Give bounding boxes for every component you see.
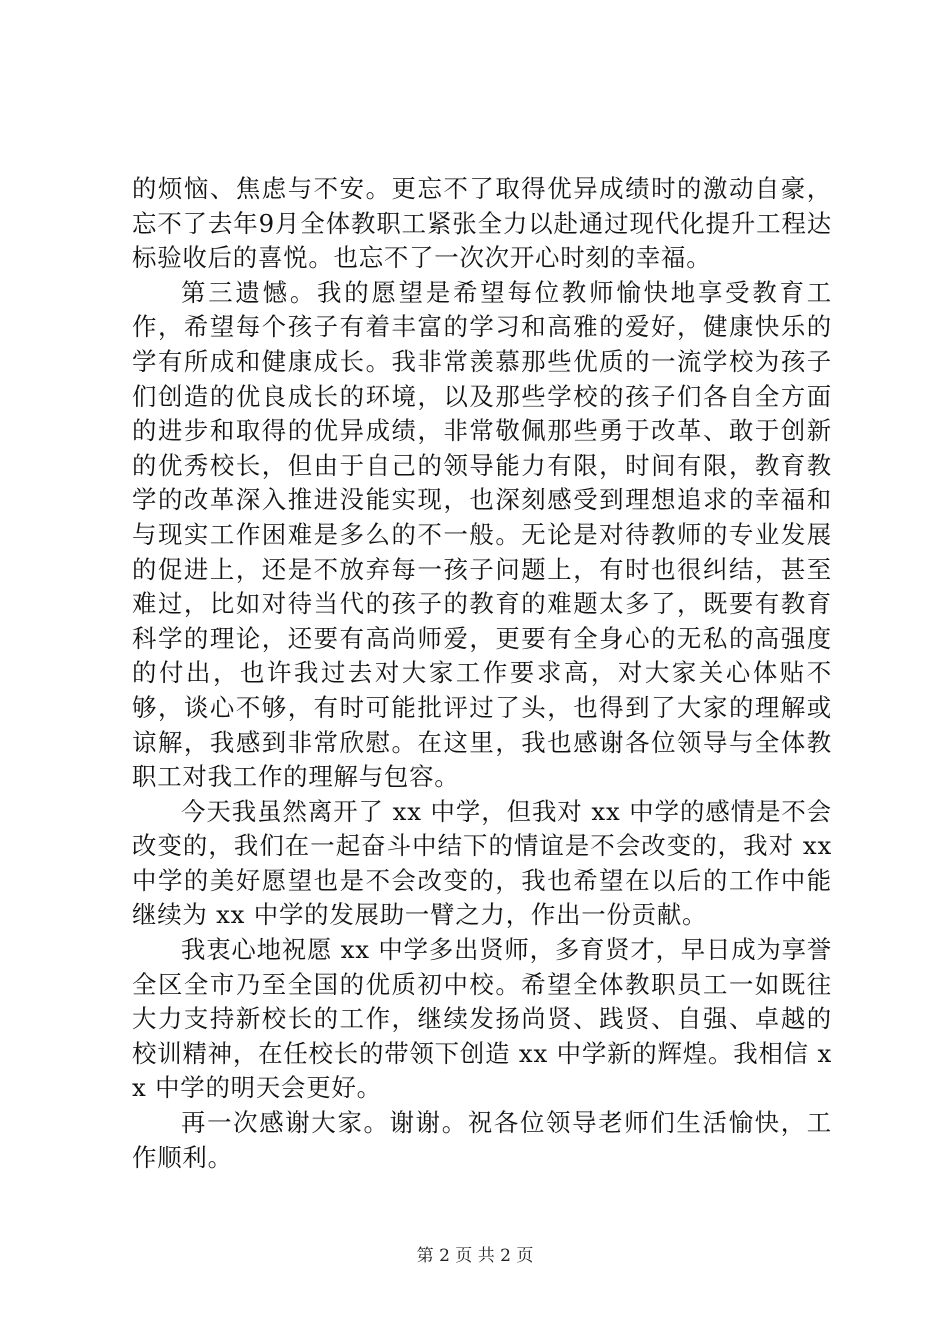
paragraph-thanks: 再一次感谢大家。谢谢。祝各位领导老师们生活愉快，工作顺利。 xyxy=(132,1108,832,1172)
document-body xyxy=(132,172,832,1175)
paragraph-farewell: 今天我虽然离开了 xx 中学，但我对 xx 中学的感情是不会改变的，我们在一起奋斗中结下的情谊是不会改变的，我对 xx 中学的美好愿望也是不会改变的，我也希望在以后的工作中能继续为 xx 中学的发展助一臂之力，作出一份贡献。 xyxy=(132,796,832,930)
paragraph-wishes: 我衷心地祝愿 xx 中学多出贤师，多育贤才，早日成为享誉全区全市乃至全国的优质初中校。希望全体教职员工一如既往大力支持新校长的工作，继续发扬尚贤、践贤、自强、卓越的校训精神，在任校长的带领下创造 xx 中学新的辉煌。我相信 xx 中学的明天会更好。 xyxy=(132,935,832,1103)
paragraph-third-regret: 第三遗憾。我的愿望是希望每位教师愉快地享受教育工作，希望每个孩子有着丰富的学习和高雅的爱好，健康快乐的学有所成和健康成长。我非常羡慕那些优质的一流学校为孩子们创造的优良成长的环境，以及那些学校的孩子们各自全方面的进步和取得的优异成绩，非常敬佩那些勇于改革、敢于创新的优秀校长，但由于自己的领导能力有限，时间有限，教育教学的改革深入推进没能实现，也深刻感受到理想追求的幸福和与现实工作困难是多么的不一般。无论是对待教师的专业发展的促进上，还是不放弃每一孩子问题上，有时也很纠结，甚至难过，比如对待当代的孩子的教育的难题太多了，既要有教育科学的理论，还要有高尚师爱，更要有全身心的无私的高强度的付出，也许我过去对大家工作要求高，对大家关心体贴不够，谈心不够，有时可能批评过了头，也得到了大家的理解或谅解，我感到非常欣慰。在这里，我也感谢各位领导与全体教职工对我工作的理解与包容。 xyxy=(132,277,832,792)
page-number-footer: 第 2 页 共 2 页 xyxy=(416,1246,534,1266)
paragraph-continuation: 的烦恼、焦虑与不安。更忘不了取得优异成绩时的激动自豪，忘不了去年9月全体教职工紧张全力以赴通过现代化提升工程达标验收后的喜悦。也忘不了一次次开心时刻的幸福。 xyxy=(132,174,832,273)
